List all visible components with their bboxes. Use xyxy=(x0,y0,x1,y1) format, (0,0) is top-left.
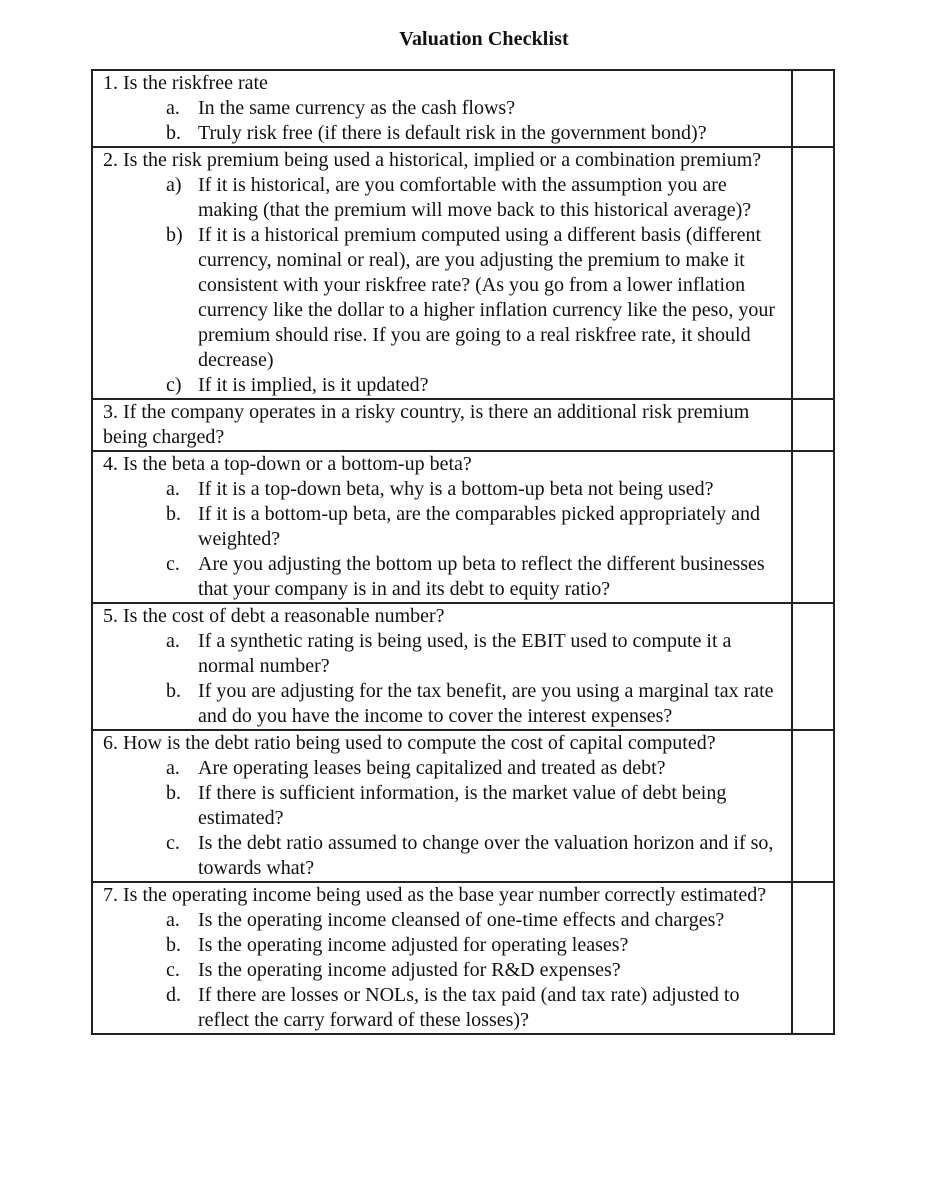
sub-question xyxy=(93,756,791,781)
sub-question xyxy=(93,477,791,502)
question-cell xyxy=(92,603,792,730)
sub-question xyxy=(93,173,791,223)
question-cell xyxy=(92,451,792,603)
question-text: 1. Is the riskfree rate xyxy=(103,72,268,94)
sub-question-text: Are operating leases being capitalized and treated as debt? xyxy=(198,757,666,779)
checklist-row xyxy=(92,147,834,399)
sub-question xyxy=(93,373,791,398)
sub-question-marker: b. xyxy=(166,503,181,525)
sub-question-text: If you are adjusting for the tax benefit, are you using a marginal tax rate and do you have the income to cover the interest expenses? xyxy=(198,680,774,727)
sub-question-marker: d. xyxy=(166,984,181,1006)
sub-question-text: If it is implied, is it updated? xyxy=(198,374,429,396)
sub-question-marker: c. xyxy=(166,553,180,575)
sub-question-marker: a. xyxy=(166,630,180,652)
sub-question-text: Is the debt ratio assumed to change over the valuation horizon and if so, towards what? xyxy=(198,832,774,879)
question-cell xyxy=(92,882,792,1034)
sub-question-marker: b. xyxy=(166,934,181,956)
sub-question-text: If it is historical, are you comfortable with the assumption you are making (that the premium will move back to this historical average)? xyxy=(198,174,752,221)
question-cell xyxy=(92,399,792,451)
sub-question xyxy=(93,908,791,933)
sub-question-marker: c. xyxy=(166,959,180,981)
question-text: 7. Is the operating income being used as the base year number correctly estimated? xyxy=(103,884,767,906)
sub-question-marker: b. xyxy=(166,680,181,702)
checkbox-cell[interactable] xyxy=(792,451,834,603)
checkbox-cell[interactable] xyxy=(792,147,834,399)
sub-question-text: Is the operating income adjusted for operating leases? xyxy=(198,934,629,956)
sub-question-text: If it is a historical premium computed using a different basis (different currency, nominal or real), are you adjusting the premium to make it consistent with your riskfree rate? (As you go from a lower inflation currency like the dollar to a higher inflation currency like the peso, your premium should rise. If you are going to a real riskfree rate, it should decrease) xyxy=(198,224,776,371)
sub-question-marker: b) xyxy=(166,224,183,246)
question-cell xyxy=(92,730,792,882)
sub-question xyxy=(93,552,791,602)
sub-question-text: If there is sufficient information, is the market value of debt being estimated? xyxy=(198,782,727,829)
sub-question-marker: b. xyxy=(166,782,181,804)
checkbox-cell[interactable] xyxy=(792,70,834,147)
sub-question xyxy=(93,502,791,552)
checklist-row xyxy=(92,882,834,1034)
sub-question-marker: a. xyxy=(166,909,180,931)
sub-question-text: Truly risk free (if there is default risk in the government bond)? xyxy=(198,122,707,144)
sub-question xyxy=(93,679,791,729)
sub-question-marker: a. xyxy=(166,757,180,779)
question-text: 3. If the company operates in a risky country, is there an additional risk premium being charged? xyxy=(103,401,750,448)
sub-question xyxy=(93,933,791,958)
sub-question xyxy=(93,983,791,1033)
question-text: 4. Is the beta a top-down or a bottom-up beta? xyxy=(103,453,472,475)
question-text: 5. Is the cost of debt a reasonable number? xyxy=(103,605,445,627)
sub-question-text: If there are losses or NOLs, is the tax paid (and tax rate) adjusted to reflect the carry forward of these losses)? xyxy=(198,984,740,1031)
sub-question-marker: a. xyxy=(166,478,180,500)
question-text: 6. How is the debt ratio being used to compute the cost of capital computed? xyxy=(103,732,716,754)
checklist-row xyxy=(92,70,834,147)
sub-question xyxy=(93,121,791,146)
checklist-row xyxy=(92,730,834,882)
sub-question-marker: c. xyxy=(166,832,180,854)
sub-question-text: Is the operating income adjusted for R&D expenses? xyxy=(198,959,621,981)
sub-question xyxy=(93,831,791,881)
sub-question-text: If a synthetic rating is being used, is the EBIT used to compute it a normal number? xyxy=(198,630,732,677)
sub-question-text: Are you adjusting the bottom up beta to reflect the different businesses that your company is in and its debt to equity ratio? xyxy=(198,553,765,600)
checkbox-cell[interactable] xyxy=(792,882,834,1034)
checklist-row xyxy=(92,451,834,603)
sub-question xyxy=(93,96,791,121)
page-title: Valuation Checklist xyxy=(399,28,569,50)
checkbox-cell[interactable] xyxy=(792,399,834,451)
question-cell xyxy=(92,147,792,399)
checklist-row xyxy=(92,603,834,730)
sub-question-text: In the same currency as the cash flows? xyxy=(198,97,516,119)
sub-question-marker: a) xyxy=(166,174,182,196)
checklist-row xyxy=(92,399,834,451)
sub-question-text: Is the operating income cleansed of one-time effects and charges? xyxy=(198,909,725,931)
checkbox-cell[interactable] xyxy=(792,730,834,882)
sub-question xyxy=(93,781,791,831)
checklist-table xyxy=(91,69,835,1035)
sub-question-text: If it is a top-down beta, why is a bottom-up beta not being used? xyxy=(198,478,714,500)
sub-question-marker: b. xyxy=(166,122,181,144)
sub-question xyxy=(93,958,791,983)
checkbox-cell[interactable] xyxy=(792,603,834,730)
question-text: 2. Is the risk premium being used a historical, implied or a combination premium? xyxy=(103,149,762,171)
sub-question xyxy=(93,223,791,373)
sub-question-text: If it is a bottom-up beta, are the comparables picked appropriately and weighted? xyxy=(198,503,761,550)
question-cell xyxy=(92,70,792,147)
sub-question-marker: c) xyxy=(166,374,182,396)
sub-question xyxy=(93,629,791,679)
sub-question-marker: a. xyxy=(166,97,180,119)
